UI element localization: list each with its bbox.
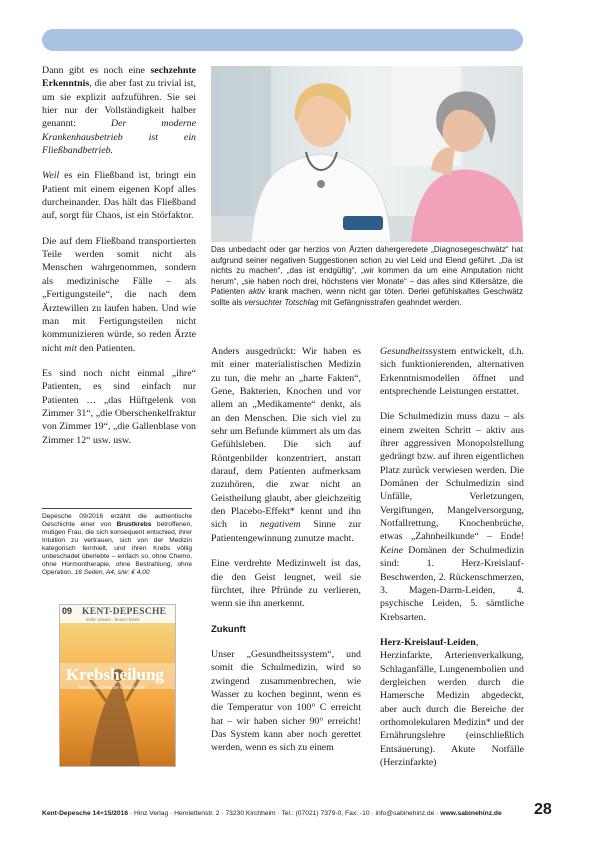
photo-illustration xyxy=(211,66,523,242)
text-run: Gesundheits xyxy=(380,346,429,357)
paragraph xyxy=(380,636,524,769)
paragraph xyxy=(42,367,196,447)
text-run: Domänen der Schulmedizin sind: 1. Herz-Kreislauf-Beschwerden, 2. Rückenschmerzen, 3. Magen-Darm-Leiden, 4. psychische Leiden, 5. sämtliche Krebsarten. xyxy=(380,544,524,623)
text-run: Kent-Depesche 14+15/2016 xyxy=(42,810,129,817)
text-run: aktiv xyxy=(248,287,266,296)
text-run: 16 Seiten, A4, s/w: € 4,00 xyxy=(74,569,150,577)
divider xyxy=(42,508,192,509)
page-number: 28 xyxy=(534,801,552,818)
text-run: es ein Fließband ist, bringt ein Patient mit einem eigenen Kopf alles durcheinander. Das hält das Fließband auf, sorgt für Chaos, ist ein Störfaktor. xyxy=(42,170,196,222)
text-run: Eine verdrehte Medizinwelt ist das, die den Geist leugnet, weil sie fürchtet, ihre Pfründe zu verlieren, wenn sie ihn anerkennt. xyxy=(211,558,361,610)
text-run: Dann gibt es noch eine xyxy=(42,65,151,76)
cover-brand: KENT-DEPESCHE xyxy=(82,607,167,617)
text-run: www.sabinehinz.de xyxy=(440,810,502,817)
paragraph xyxy=(42,64,196,157)
text-run: Unser „Gesundheitssystem“, und somit die Schulmedizin, wird so zwingend zusammenbrechen, wie Wasser zu kochen beginnt, wenn es die Temperatur von 100° C erreicht hat – wir haben sicher 90° erreicht! Das System kann aber noch gerettet werden, wenn es sich zu einem xyxy=(211,648,361,754)
cover-subtitle: Meine persönliche Geschichte xyxy=(78,685,145,691)
photo-caption xyxy=(211,245,523,308)
text-run: Keine xyxy=(380,544,404,556)
text-run: mit xyxy=(64,342,77,354)
text-run: , die aber fast zu trivial ist, um sie explizit aufzuführen. Sie sei hier nur der Vollständigkeit halber genannt: xyxy=(42,78,196,130)
text-run: · Hinz Verlag · Henriettenstr. 2 · 73230 Kirchheim · Tel.: (07021) 7379-0, Fax: -10 · info@sabinehinz.de · xyxy=(128,810,441,817)
publication-note xyxy=(42,513,192,577)
column-left xyxy=(42,64,196,459)
text-run: versuchter Totschlag xyxy=(244,297,319,307)
text-run: Die auf dem Fließband transportierten Teile werden somit nicht als Menschen wahrgenommen, sondern als medizinische Fälle – als „Fertigungsteile“, die nach dem Ärztewillen zu laufen haben. Und wie man mit Fertigungsteilen nicht kommunizieren würde, so reden Ärzte nicht xyxy=(42,235,196,354)
magazine-cover-image xyxy=(59,604,176,767)
text-run: sechzehnte Erkenntnis xyxy=(42,65,196,90)
section-heading: Zukunft xyxy=(211,623,246,635)
text-run: , Herzinfarkte, Arterienverkalkung, Schlaganfälle, Lungenembolien und dergleichen werden durch die Hamersche Medizin abgedeckt, aber auch durch die Bereiche der orthomolekularen Medizin* und der Ernährungslehre (einschließlich Entsäuerung). Akute Notfälle (Herzinfarkte) xyxy=(380,636,524,768)
column-middle xyxy=(211,345,361,767)
paragraph xyxy=(42,235,196,355)
text-run: mit Gefängnisstrafen geahndet werden. xyxy=(318,297,462,307)
cover-issue: 09 xyxy=(62,606,73,616)
text-run: Sinne zur Patientengewinnung zunutze macht. xyxy=(211,519,362,544)
paragraph xyxy=(211,345,361,545)
page-footer xyxy=(42,808,532,820)
text-run: Depesche 09/2016 erzählt die authentische Geschichte einer von xyxy=(42,513,192,529)
text-run: Das unbedacht oder gar herzlos von Ärzten dahergeredete „Diagnosegeschwätz“ hat aufgrund seiner negativen Suggestionen schon zu viel Leid und Elend geführt. „Da ist nichts zu machen“, „das ist endgültig“, „wir kommen da um eine Amputation nicht herum“, „sie haben noch drei, höchstens vier Monate“ – das alles sind Killersätze, die Patienten xyxy=(211,245,523,296)
text-run: negativem xyxy=(259,519,301,531)
text-run: Es sind noch nicht einmal „ihre“ Patienten, es sind einfach nur Patienten … „das Hüftgelenk von Zimmer 31“, „die Oberschenkelfraktur von Zimmer 19“, „die Gallenblase von Zimmer 12“ usw. usw. xyxy=(42,367,196,446)
column-right xyxy=(380,345,524,781)
text-run: system entwickelt, d.h. sich funktionierenden, alternativen Erkenntnismodellen öffnet und entsprechende Leistungen erstattet. xyxy=(380,346,524,398)
text-run: Herz-Kreislauf-Leiden xyxy=(380,636,476,648)
cover-tagline: mehr wissen · besser leben xyxy=(86,618,140,623)
paragraph xyxy=(42,169,196,222)
text-run: krank machen, wenn nicht gar töten. Derlei gefühlskaltes Geschwätz sollte als xyxy=(211,287,523,307)
header-bar xyxy=(42,29,523,51)
text-run: Die Schulmedizin muss dazu – als einem zweiten Schritt – aktiv aus ihrer aggressiven Monopolstellung gedrängt bzw. auf ihren eigentlichen Platz zurück verwiesen werden. Die Domänen der Schulmedizin sind Unfälle, Verletzungen, Vergiftungen, Mangelversorgung, Notfallrettung, Knochenbrüche, etwas „Zahnheilkunde“ – Ende! xyxy=(380,411,524,543)
paragraph xyxy=(380,410,524,624)
paragraph xyxy=(211,648,361,755)
text-run: Weil xyxy=(42,170,60,182)
paragraph xyxy=(380,345,524,398)
paragraph xyxy=(211,557,361,610)
cover-title: Krebsheilung xyxy=(66,665,164,684)
text-run: Brustkrebs xyxy=(116,521,152,529)
text-run: betroffenen, mutigen Frau, die sich konsequent entschied, ihrer Intuition zu vertrauen, sich von der Medizin kategorisch fernhielt, und ihren Krebs völlig unbeschadet überlebte – einfach so, ohne Chemo, ohne Hormontherapie, ohne Bestrahlung, ohne Operation. xyxy=(42,521,192,577)
text-run: Anders ausgedrückt: Wir haben es mit einer materialistischen Medizin zu tun, die mehr an „harte Fakten“, Gene, Bakterien, Knochen und vor allem an „Medikamente“ denkt, als an den Menschen. Die sich viel zu sehr um Befunde kümmert als um das Gefühlsleben. Die sich auf Röntgenbilder konzentriert, anstatt darauf, dem Patienten aufmerksam zuzuhören, die zwar nicht an Geistheilung glaubt, aber gleichzeitig den Placebo-Effekt* kennt und ihn sich in xyxy=(211,346,361,531)
text-run: den Patienten. xyxy=(76,342,136,354)
doctor-patient-photo xyxy=(211,66,523,242)
text-run: Der moderne Krankenhausbetrieb ist ein Fließbandbetrieb. xyxy=(42,118,196,157)
